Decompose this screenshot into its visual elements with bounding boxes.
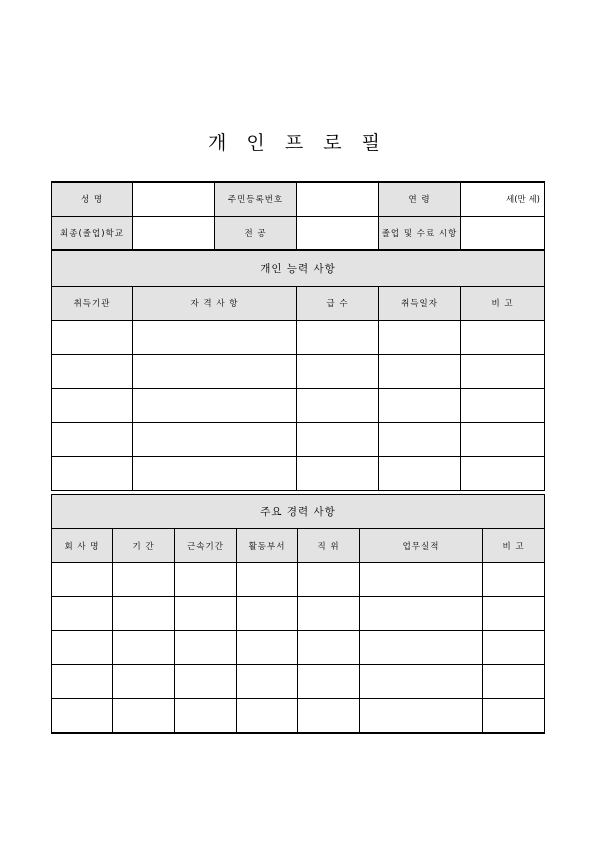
career-cell[interactable] (175, 563, 237, 597)
ability-cell[interactable] (461, 354, 545, 388)
career-col-header: 기 간 (113, 529, 175, 563)
graduation-label: 졸업 및 수료 시항 (379, 216, 461, 250)
ability-cell[interactable] (52, 422, 133, 456)
ability-cell[interactable] (379, 354, 461, 388)
ability-row (52, 320, 545, 354)
career-cell[interactable] (483, 631, 545, 665)
career-cell[interactable] (52, 597, 113, 631)
ability-cell[interactable] (133, 388, 297, 422)
ability-row (52, 354, 545, 388)
career-cell[interactable] (237, 699, 298, 733)
ability-cell[interactable] (297, 354, 379, 388)
ability-cell[interactable] (297, 422, 379, 456)
ability-col-header: 취득기관 (52, 286, 133, 320)
career-cell[interactable] (298, 631, 360, 665)
school-field[interactable] (133, 216, 215, 250)
career-cell[interactable] (360, 665, 483, 699)
profile-table (51, 181, 545, 491)
ability-cell[interactable] (379, 320, 461, 354)
career-cell[interactable] (237, 631, 298, 665)
career-row (52, 631, 545, 665)
ability-cell[interactable] (461, 388, 545, 422)
age-field[interactable]: 세(만 세) (461, 182, 545, 216)
school-label: 최종(졸업)학교 (52, 216, 133, 250)
ability-cell[interactable] (297, 388, 379, 422)
career-cell[interactable] (298, 665, 360, 699)
ability-cell[interactable] (133, 456, 297, 490)
name-field[interactable] (133, 182, 215, 216)
major-field[interactable] (297, 216, 379, 250)
ability-cell[interactable] (461, 320, 545, 354)
ability-cell[interactable] (379, 388, 461, 422)
career-cell[interactable] (298, 699, 360, 733)
career-col-header: 회 사 명 (52, 529, 113, 563)
career-cell[interactable] (483, 699, 545, 733)
ability-cell[interactable] (133, 320, 297, 354)
career-cell[interactable] (175, 665, 237, 699)
ability-cell[interactable] (461, 422, 545, 456)
career-cell[interactable] (52, 563, 113, 597)
career-row (52, 665, 545, 699)
career-section-title: 주요 경력 사항 (52, 495, 545, 529)
major-label: 전 공 (215, 216, 297, 250)
career-row (52, 597, 545, 631)
ability-cell[interactable] (379, 422, 461, 456)
career-cell[interactable] (237, 597, 298, 631)
career-cell[interactable] (52, 665, 113, 699)
age-label: 연 령 (379, 182, 461, 216)
ability-cell[interactable] (52, 320, 133, 354)
ability-cell[interactable] (52, 388, 133, 422)
ability-cell[interactable] (297, 320, 379, 354)
career-col-header: 활동부서 (237, 529, 298, 563)
ability-col-header: 자 격 사 항 (133, 286, 297, 320)
ability-col-header: 비 고 (461, 286, 545, 320)
career-cell[interactable] (113, 597, 175, 631)
ability-cell[interactable] (133, 422, 297, 456)
career-row (52, 563, 545, 597)
resident-number-label: 주민등록번호 (215, 182, 297, 216)
ability-cell[interactable] (52, 456, 133, 490)
career-cell[interactable] (113, 665, 175, 699)
career-cell[interactable] (113, 563, 175, 597)
career-cell[interactable] (483, 665, 545, 699)
career-cell[interactable] (175, 631, 237, 665)
career-cell[interactable] (360, 563, 483, 597)
ability-col-header: 급 수 (297, 286, 379, 320)
career-cell[interactable] (360, 597, 483, 631)
ability-cell[interactable] (297, 456, 379, 490)
ability-cell[interactable] (52, 354, 133, 388)
resident-number-field[interactable] (297, 182, 379, 216)
career-cell[interactable] (237, 563, 298, 597)
ability-cell[interactable] (379, 456, 461, 490)
career-cell[interactable] (298, 563, 360, 597)
ability-row (52, 388, 545, 422)
career-cell[interactable] (52, 699, 113, 733)
career-col-header: 업무실적 (360, 529, 483, 563)
career-cell[interactable] (52, 631, 113, 665)
career-cell[interactable] (175, 597, 237, 631)
career-cell[interactable] (483, 597, 545, 631)
career-col-header: 직 위 (298, 529, 360, 563)
ability-section-title: 개인 능력 사항 (52, 250, 545, 286)
ability-row (52, 456, 545, 490)
ability-col-header: 취득일자 (379, 286, 461, 320)
career-table (51, 494, 545, 734)
name-label: 성 명 (52, 182, 133, 216)
career-col-header: 비 고 (483, 529, 545, 563)
career-cell[interactable] (175, 699, 237, 733)
career-cell[interactable] (298, 597, 360, 631)
career-cell[interactable] (113, 631, 175, 665)
career-cell[interactable] (237, 665, 298, 699)
career-row (52, 699, 545, 733)
graduation-field[interactable] (461, 216, 545, 250)
ability-cell[interactable] (461, 456, 545, 490)
career-cell[interactable] (360, 699, 483, 733)
page-title: 개 인 프 로 필 (208, 132, 387, 154)
career-col-header: 근속기간 (175, 529, 237, 563)
ability-cell[interactable] (133, 354, 297, 388)
career-cell[interactable] (113, 699, 175, 733)
career-cell[interactable] (483, 563, 545, 597)
career-cell[interactable] (360, 631, 483, 665)
ability-row (52, 422, 545, 456)
